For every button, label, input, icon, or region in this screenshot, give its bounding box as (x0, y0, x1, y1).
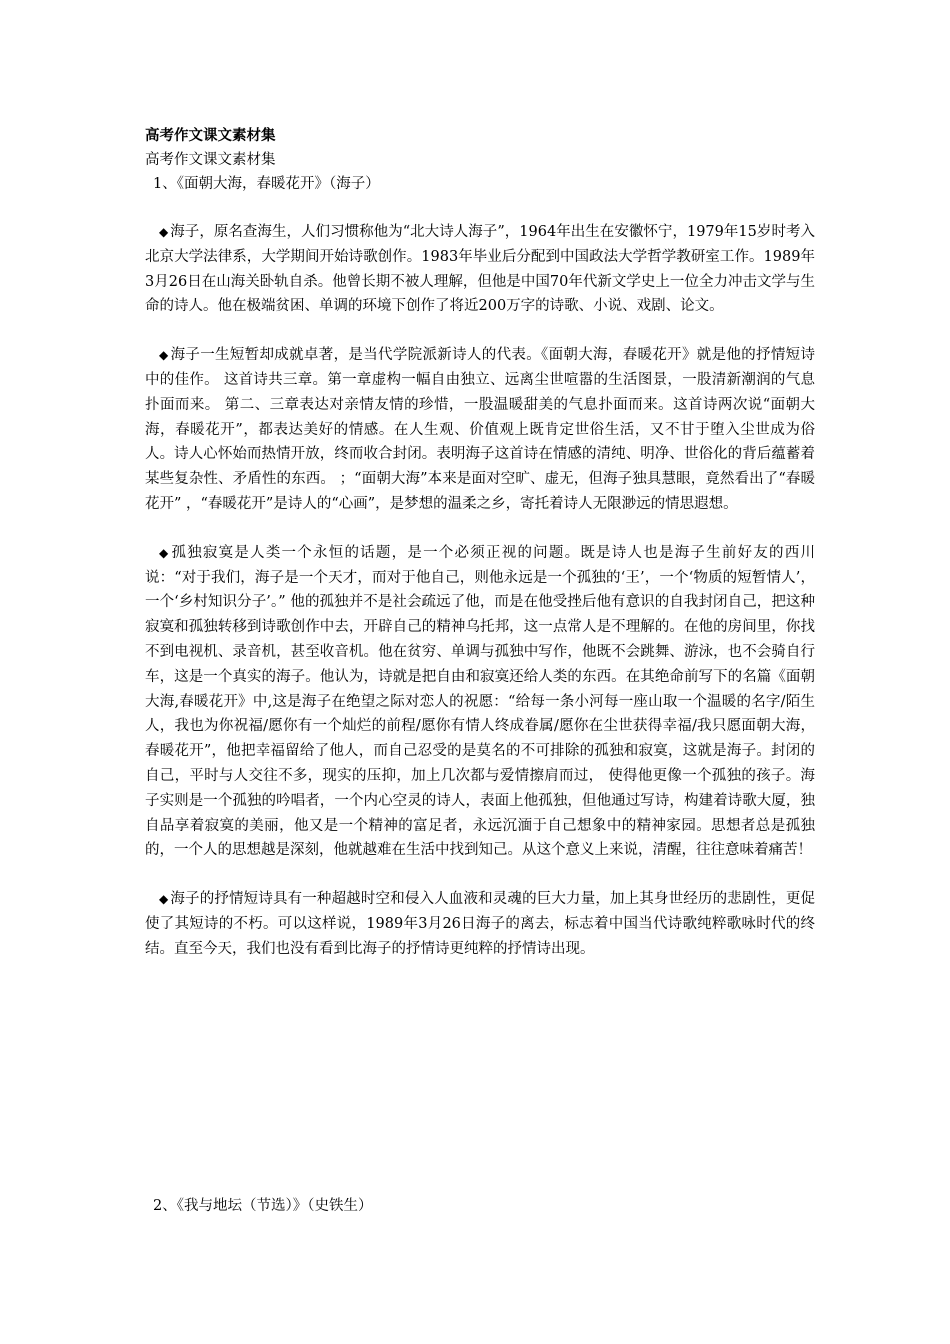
paragraph-4 (145, 887, 815, 961)
paragraph-4-text: 海子的抒情短诗具有一种超越时空和侵入人血液和灵魂的巨大力量，加上其身世经历的悲剧性，更促使了其短诗的不朽。可以这样说，1989年3月26日海子的离去，标志着中国当代诗歌纯粹歌咏时代的终结。直至今天，我们也没有看到比海子的抒情诗更纯粹的抒情诗出现。 (145, 891, 815, 957)
bullet-icon: ◆ (159, 225, 169, 239)
document-title: 高考作文课文素材集 (145, 127, 276, 144)
bullet-icon: ◆ (159, 545, 170, 560)
section-1-heading: 1、《面朝大海，春暖花开》（海子） (153, 176, 380, 192)
section-2-heading: 2、《我与地坛（节选）》（史铁生） (153, 1198, 373, 1214)
document-subtitle: 高考作文课文素材集 (145, 152, 276, 168)
paragraph-2 (145, 343, 815, 517)
document-body (145, 124, 815, 962)
paragraph-1 (145, 220, 815, 319)
paragraph-3 (145, 541, 815, 863)
paragraph-1-text: 海子，原名查海生，人们习惯称他为“北大诗人海子”，1964年出生在安徽怀宁，1979年15岁时考入北京大学法律系，大学期间开始诗歌创作。1983年毕业后分配到中国政法大学哲学教研室工作。1989年3月26日在山海关卧轨自杀。他曾长期不被人理解，但他是中国70年代新文学史上一位全力冲击文学与生命的诗人。他在极端贫困、单调的环境下创作了将近200万字的诗歌、小说、戏剧、论文。 (145, 224, 816, 315)
bullet-icon: ◆ (159, 892, 169, 907)
paragraph-2-text: 海子一生短暂却成就卓著，是当代学院派新诗人的代表。《面朝大海，春暖花开》就是他的抒情短诗中的佳作。 这首诗共三章。第一章虚构一幅自由独立、远离尘世喧嚣的生活图景，一股清新潮润的气息扑面而来。 第二、三章表达对亲情友情的珍惜，一股温暖甜美的气息扑面而来。这首诗两次说“面朝大海，春暖花开”，都表达美好的情感。在人生观、价值观上既肯定世俗生活，又不甘于堕入尘世成为俗人。诗人心怀始而热情开放，终而收合封闭。表明海子这首诗在情感的清纯、明净、世俗化的背后蕴蓄着某些复杂性、矛盾性的东西。 ；“面朝大海”本来是面对空旷、虚无，但海子独具慧眼，竟然看出了“春暖花开” ，“春暖花开”是诗人的“心画”，是梦想的温柔之乡，寄托着诗人无限渺远的情思遐想。 (145, 347, 816, 512)
paragraph-3-text: 孤独寂寞是人类一个永恒的话题，是一个必须正视的问题。既是诗人也是海子生前好友的西川说：“对于我们，海子是一个天才，而对于他自己，则他永远是一个孤独的‘王’，一个‘物质的短暂情人’，一个‘乡村知识分子’。” 他的孤独并不是社会疏远了他，而是在他受挫后他有意识的自我封闭自己，把这种寂寞和孤独转移到诗歌创作中去，开辟自己的精神乌托邦，这一点常人是不理解的。在他的房间里，你找不到电视机、录音机，甚至收音机。他在贫穷、单调与孤独中写作，他既不会跳舞、游泳，也不会骑自行车，这是一个真实的海子。他认为，诗就是把自由和寂寞还给人类的东西。在其绝命前写下的名篇《面朝大海,春暖花开》中,这是海子在绝望之际对恋人的祝愿：“给每一条小河每一座山取一个温暖的名字/陌生人，我也为你祝福/愿你有一个灿烂的前程/愿你有情人终成眷属/愿你在尘世获得幸福/我只愿面朝大海，春暖花开”，他把幸福留给了他人，而自己忍受的是莫名的不可排除的孤独和寂寞，这就是海子。封闭的自己，平时与人交往不多，现实的压抑，加上几次都与爱情擦肩而过， 使得他更像一个孤独的孩子。海子实则是一个孤独的吟唱者，一个内心空灵的诗人，表面上他孤独，但他通过写诗，构建着诗歌大厦，独自品享着寂寞的美丽，他又是一个精神的富足者，永远沉湎于自己想象中的精神家园。思想者总是孤独的，一个人的思想越是深刻，他就越难在生活中找到知己。从这个意义上来说，清醒，往往意味着痛苦！ (145, 544, 816, 859)
bullet-icon: ◆ (159, 348, 169, 363)
